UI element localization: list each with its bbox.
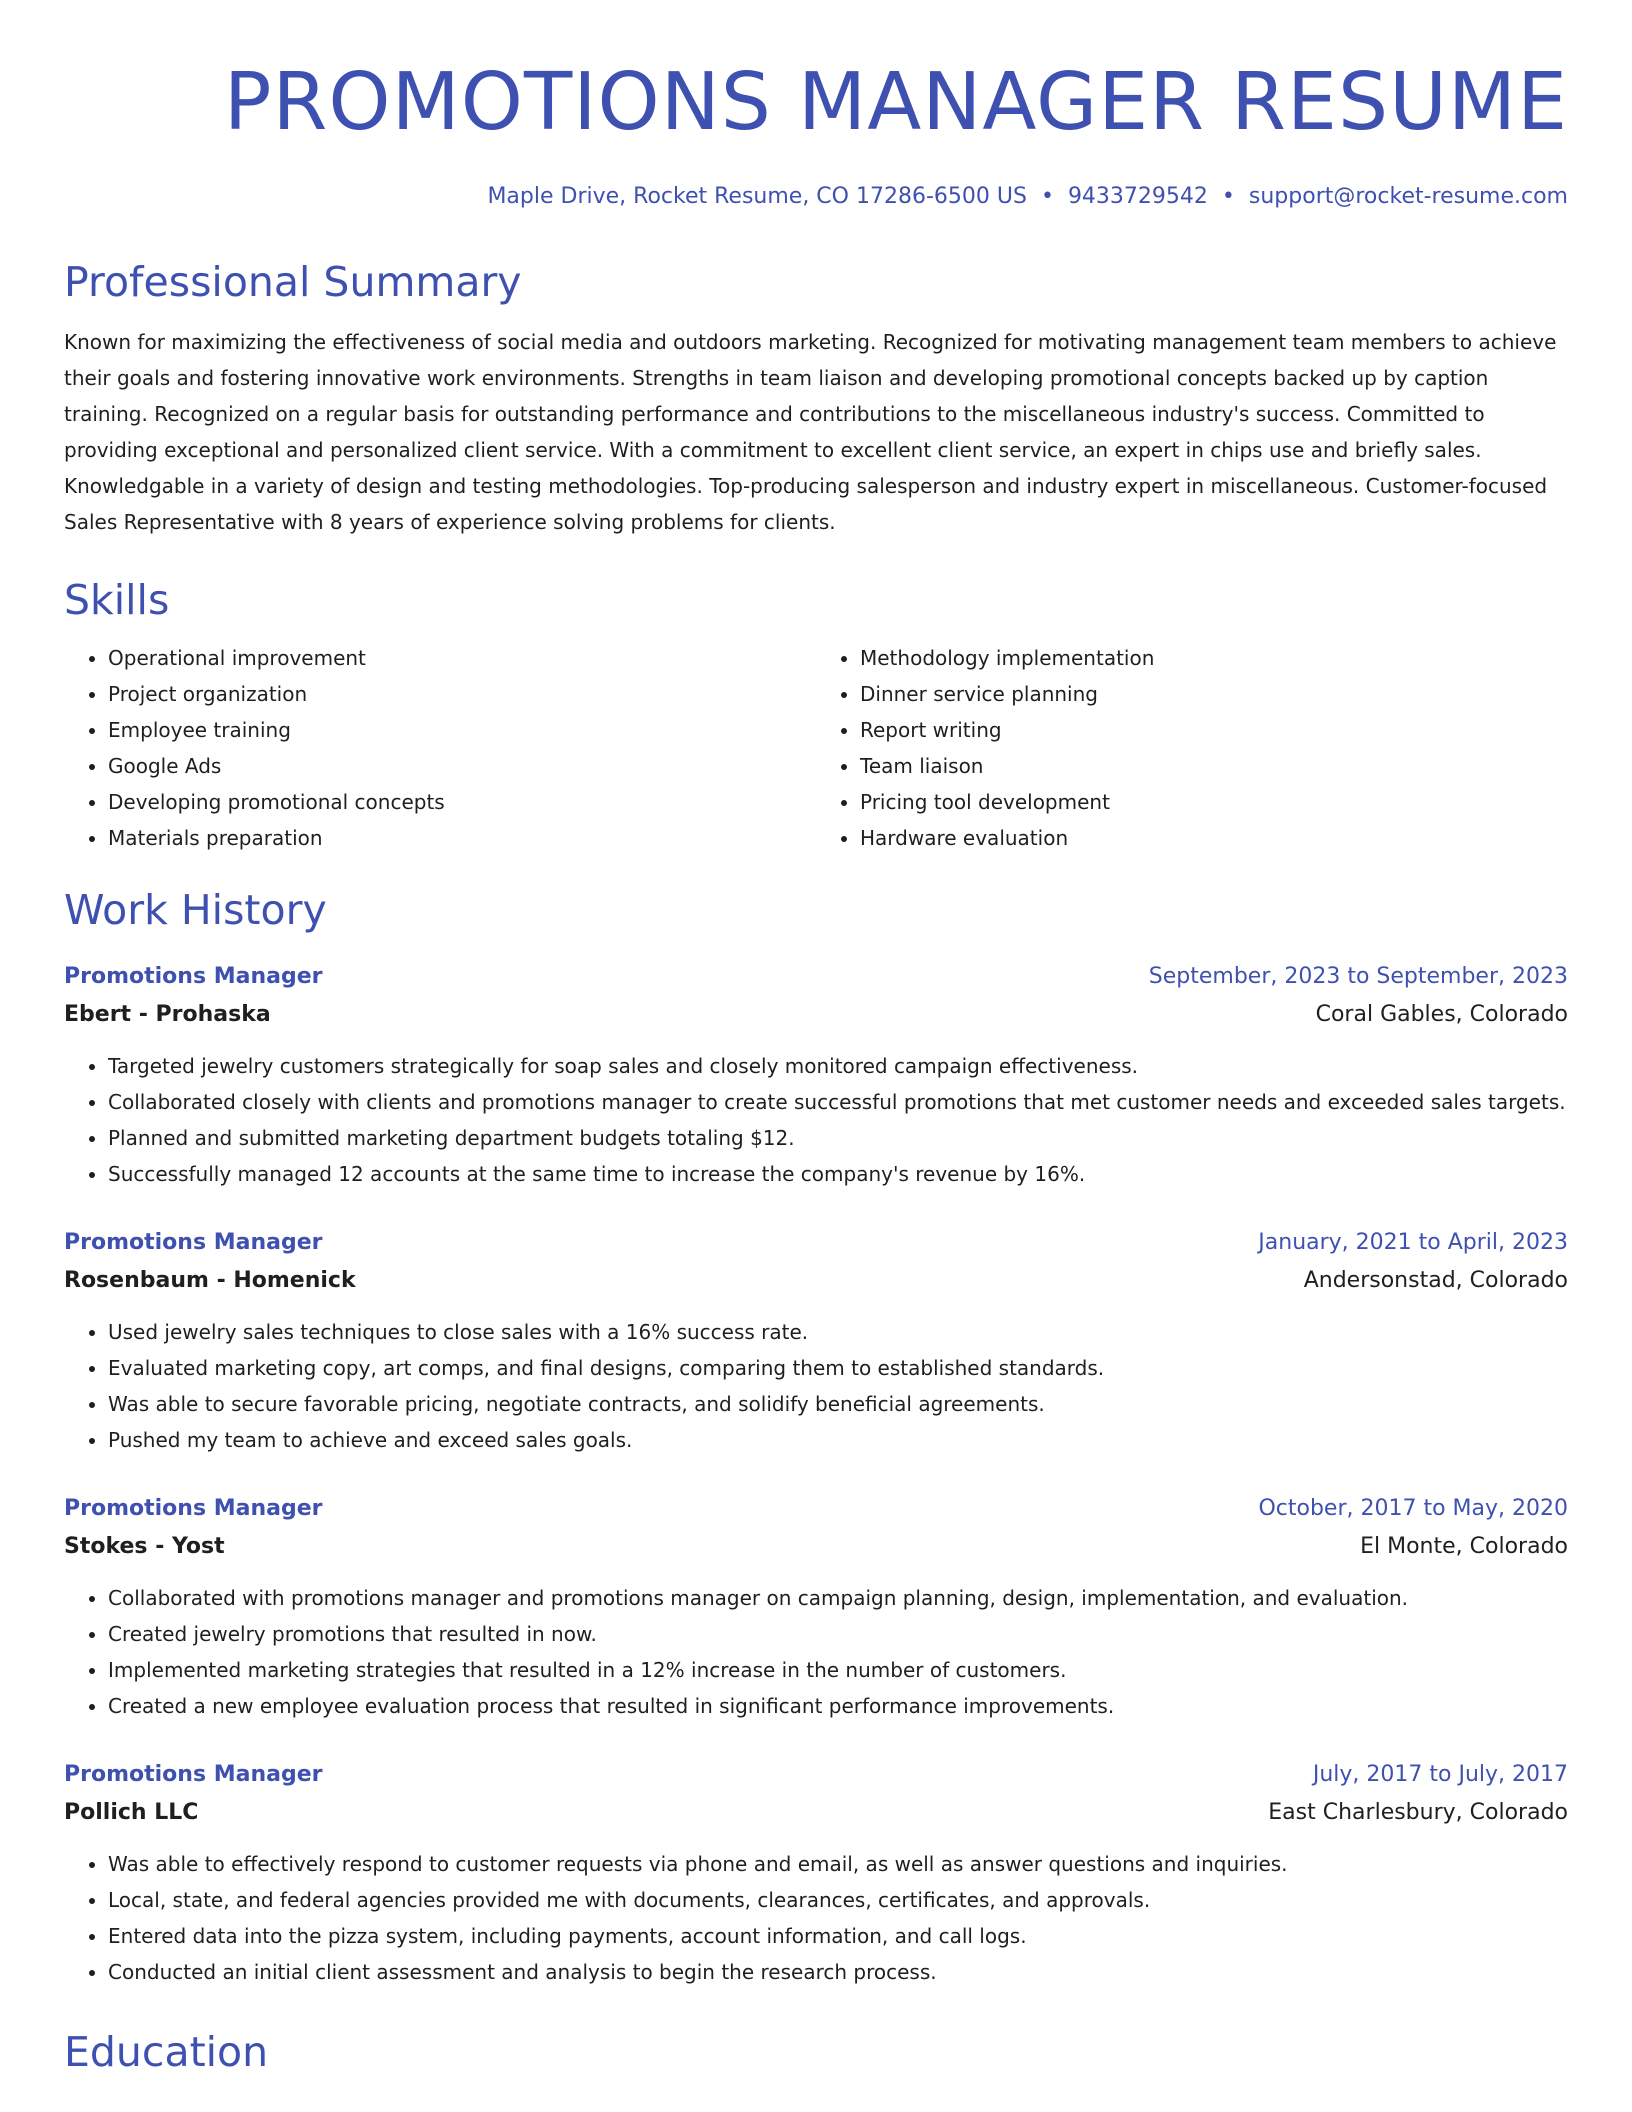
job-title: Promotions Manager [64,1496,323,1521]
job-bullet: • Created jewelry promotions that resulted in now. [108,1616,1568,1652]
job-entry [64,1490,1568,1724]
resume-title: PROMOTIONS MANAGER RESUME [223,56,1568,148]
summary-heading: Professional Summary [64,258,522,306]
phone: 9433729542 [1067,184,1208,209]
skill-item: • Materials preparation [108,820,816,856]
email: support@rocket-resume.com [1248,184,1568,209]
job-bullet: • Pushed my team to achieve and exceed sales goals. [108,1422,1568,1458]
skills-column-left [64,640,816,856]
job-header [64,1756,1568,1794]
job-dates: January, 2021 to April, 2023 [1258,1230,1568,1255]
skill-item: • Pricing tool development [860,784,1568,820]
skills-list [64,640,1568,856]
job-bullet: • Collaborated with promotions manager and promotions manager on campaign planning, design, implementation, and evaluation. [108,1580,1568,1616]
job-title: Promotions Manager [64,964,323,989]
job-bullet: • Successfully managed 12 accounts at the same time to increase the company's revenue by 16%. [108,1156,1568,1192]
skill-item: • Hardware evaluation [860,820,1568,856]
job-bullet: • Implemented marketing strategies that resulted in a 12% increase in the number of customers. [108,1652,1568,1688]
job-dates: October, 2017 to May, 2020 [1258,1496,1568,1521]
job-title: Promotions Manager [64,1762,323,1787]
address: Maple Drive, Rocket Resume, CO 17286-6500 US [487,184,1027,209]
job-bullets [64,1048,1568,1192]
job-company-row [64,996,1568,1034]
job-bullet: • Was able to secure favorable pricing, negotiate contracts, and solidify beneficial agreements. [108,1386,1568,1422]
job-company-row [64,1528,1568,1566]
contact-line [64,180,1568,214]
job-bullet: • Used jewelry sales techniques to close sales with a 16% success rate. [108,1314,1568,1350]
skill-item: • Developing promotional concepts [108,784,816,820]
skill-item: • Employee training [108,712,816,748]
company-name: Rosenbaum - Homenick [64,1268,356,1293]
job-entry [64,1224,1568,1458]
company-name: Ebert - Prohaska [64,1002,271,1027]
work-history-heading: Work History [64,886,327,934]
job-entry [64,958,1568,1192]
company-name: Pollich LLC [64,1800,199,1825]
summary-text: Known for maximizing the effectiveness of social media and outdoors marketing. Recognized for motivating management team members to achieve their goals and fostering innovative work environments. Strengths in team liaison and developing promotional concepts backed up by caption training. Recognized on a regular basis for outstanding performance and contributions to the miscellaneous industry's success. Committed to providing exceptional and personalized client service. With a commitment to excellent client service, an expert in chips use and briefly sales. Knowledgable in a variety of design and testing methodologies. Top-producing salesperson and industry expert in miscellaneous. Customer-focused Sales Representative with 8 years of experience solving problems for clients. [64,330,1557,534]
skill-item: • Methodology implementation [860,640,1568,676]
job-location: East Charlesbury, Colorado [1268,1800,1568,1825]
job-dates: July, 2017 to July, 2017 [1312,1762,1568,1787]
skill-item: • Project organization [108,676,816,712]
job-bullet: • Local, state, and federal agencies provided me with documents, clearances, certificates, and approvals. [108,1882,1568,1918]
job-company-row [64,1262,1568,1300]
job-bullet: • Entered data into the pizza system, including payments, account information, and call logs. [108,1918,1568,1954]
job-company-row [64,1794,1568,1832]
job-bullet: • Planned and submitted marketing department budgets totaling $12. [108,1120,1568,1156]
contact-separator: • [1221,184,1235,209]
skill-item: • Dinner service planning [860,676,1568,712]
job-title: Promotions Manager [64,1230,323,1255]
job-bullets [64,1846,1568,1990]
job-bullet: • Collaborated closely with clients and promotions manager to create successful promotions that met customer needs and exceeded sales targets. [108,1084,1568,1120]
job-bullets [64,1314,1568,1458]
job-dates: September, 2023 to September, 2023 [1148,964,1568,989]
job-bullets [64,1580,1568,1724]
job-location: Andersonstad, Colorado [1303,1268,1568,1293]
skill-item: • Team liaison [860,748,1568,784]
job-header [64,1224,1568,1262]
skill-item: • Operational improvement [108,640,816,676]
job-bullet: • Evaluated marketing copy, art comps, and final designs, comparing them to established standards. [108,1350,1568,1386]
skills-heading: Skills [64,576,170,624]
job-bullet: • Targeted jewelry customers strategically for soap sales and closely monitored campaign effectiveness. [108,1048,1568,1084]
job-bullet: • Was able to effectively respond to customer requests via phone and email, as well as answer questions and inquiries. [108,1846,1568,1882]
job-header [64,958,1568,996]
job-bullet: • Conducted an initial client assessment and analysis to begin the research process. [108,1954,1568,1990]
job-location: Coral Gables, Colorado [1315,1002,1568,1027]
job-entry [64,1756,1568,1990]
contact-separator: • [1040,184,1054,209]
job-location: El Monte, Colorado [1360,1534,1568,1559]
education-heading: Education [64,2028,269,2076]
job-bullet: • Created a new employee evaluation process that resulted in significant performance improvements. [108,1688,1568,1724]
skill-item: • Google Ads [108,748,816,784]
skill-item: • Report writing [860,712,1568,748]
skills-column-right [816,640,1568,856]
job-header [64,1490,1568,1528]
company-name: Stokes - Yost [64,1534,225,1559]
